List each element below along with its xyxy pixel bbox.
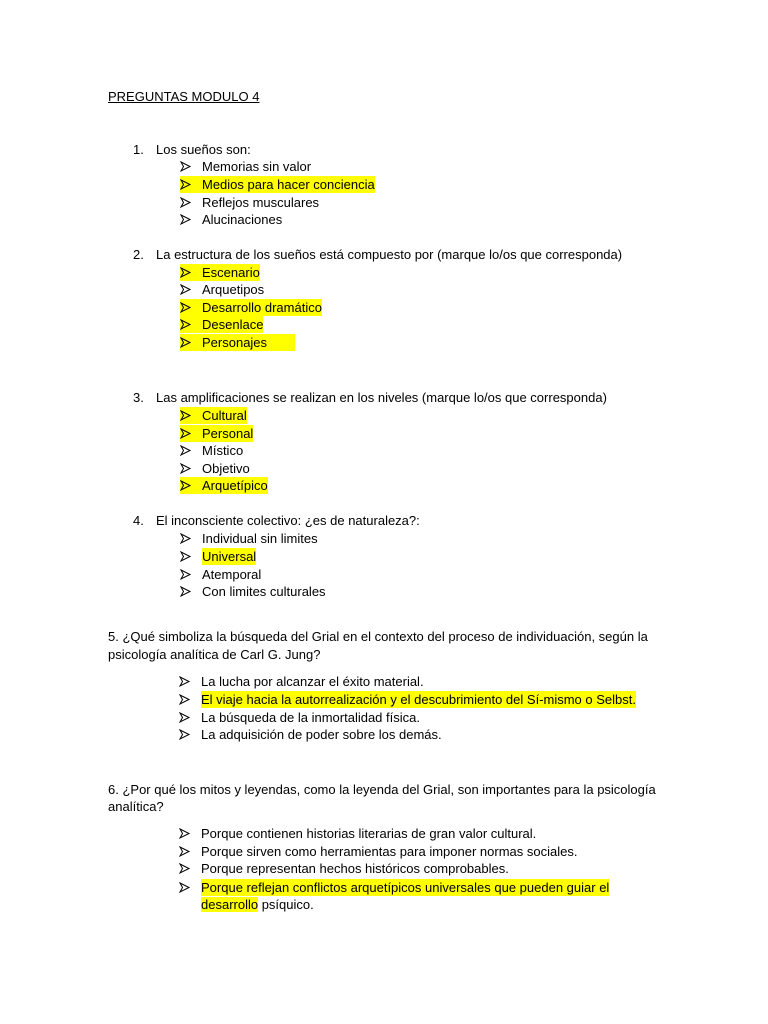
- option-continuation-highlighted: desarrollo: [201, 897, 259, 912]
- question-6-line-2: analítica?: [108, 799, 164, 814]
- arrowhead-bullet-icon: [180, 425, 192, 442]
- option-text: Porque representan hechos históricos comprobables.: [201, 861, 509, 876]
- arrowhead-bullet-icon: [179, 691, 191, 708]
- option-text-highlighted: Medios para hacer conciencia: [192, 176, 375, 193]
- option-text: Porque contienen historias literarias de gran valor cultural.: [201, 826, 537, 841]
- option-text-highlighted: Desarrollo dramático: [192, 299, 322, 316]
- option-text: La adquisición de poder sobre los demás.: [201, 727, 442, 742]
- document-title: PREGUNTAS MODULO 4: [108, 89, 260, 104]
- option-text: La lucha por alcanzar el éxito material.: [201, 674, 424, 689]
- question-6-line-1: 6. ¿Por qué los mitos y leyendas, como la leyenda del Grial, son importantes para la psicología: [108, 782, 656, 797]
- option-continuation-plain: psíquico.: [258, 897, 314, 912]
- question-4-text: El inconsciente colectivo: ¿es de naturaleza?:: [156, 513, 420, 528]
- arrowhead-bullet-icon: [179, 879, 191, 896]
- arrowhead-bullet-icon: [180, 194, 192, 211]
- option-text-highlighted: Personal: [192, 425, 253, 442]
- option-text: Memorias sin valor: [202, 159, 312, 174]
- option-text: Arquetipos: [202, 282, 265, 297]
- option-text: Porque sirven como herramientas para imponer normas sociales.: [201, 844, 578, 859]
- arrowhead-bullet-icon: [180, 583, 192, 600]
- arrowhead-bullet-icon: [179, 825, 191, 842]
- question-1-text: Los sueños son:: [156, 142, 251, 157]
- arrowhead-bullet-icon: [179, 860, 191, 877]
- arrowhead-bullet-icon: [180, 264, 192, 281]
- option-text-highlighted: Universal: [202, 549, 257, 564]
- option-text-highlighted: El viaje hacia la autorrealización y el descubrimiento del Sí-mismo o Selbst.: [201, 692, 636, 707]
- arrowhead-bullet-icon: [180, 211, 192, 228]
- arrowhead-bullet-icon: [179, 843, 191, 860]
- option-text: Con limites culturales: [202, 584, 326, 599]
- question-2-number: 2.: [133, 247, 144, 262]
- option-text-highlighted: Cultural: [192, 407, 247, 424]
- arrowhead-bullet-icon: [180, 407, 192, 424]
- arrowhead-bullet-icon: [180, 530, 192, 547]
- option-text-highlighted: Porque reflejan conflictos arquetípicos universales que pueden guiar el: [201, 880, 610, 895]
- arrowhead-bullet-icon: [180, 477, 192, 494]
- option-text-continuation: [201, 896, 314, 913]
- arrowhead-bullet-icon: [180, 158, 192, 175]
- option-text: Atemporal: [202, 567, 262, 582]
- arrowhead-bullet-icon: [179, 673, 191, 690]
- option-text-highlighted: Escenario: [192, 264, 260, 281]
- option-text-highlighted: Personajes: [192, 334, 295, 351]
- arrowhead-bullet-icon: [179, 726, 191, 743]
- arrowhead-bullet-icon: [180, 281, 192, 298]
- option-text: Individual sin limites: [202, 531, 318, 546]
- arrowhead-bullet-icon: [180, 460, 192, 477]
- question-3-text: Las amplificaciones se realizan en los niveles (marque lo/os que corresponda): [156, 390, 607, 405]
- question-4-number: 4.: [133, 513, 144, 528]
- question-3-number: 3.: [133, 390, 144, 405]
- option-text-highlighted: Desenlace: [192, 316, 263, 333]
- option-text: La búsqueda de la inmortalidad física.: [201, 710, 420, 725]
- question-5-line-2: psicología analítica de Carl G. Jung?: [108, 647, 321, 662]
- option-text: Reflejos musculares: [202, 195, 320, 210]
- arrowhead-bullet-icon: [180, 548, 192, 565]
- question-2-text: La estructura de los sueños está compuesto por (marque lo/os que corresponda): [156, 247, 623, 262]
- arrowhead-bullet-icon: [180, 176, 192, 193]
- option-text-highlighted: Arquetípico: [192, 477, 268, 494]
- option-text: Objetivo: [202, 461, 250, 476]
- arrowhead-bullet-icon: [180, 566, 192, 583]
- question-5-line-1: 5. ¿Qué simboliza la búsqueda del Grial en el contexto del proceso de individuación, según la: [108, 629, 648, 644]
- question-1-number: 1.: [133, 142, 144, 157]
- arrowhead-bullet-icon: [179, 709, 191, 726]
- arrowhead-bullet-icon: [180, 299, 192, 316]
- option-text: Alucinaciones: [202, 212, 283, 227]
- arrowhead-bullet-icon: [180, 316, 192, 333]
- option-text: Místico: [202, 443, 244, 458]
- arrowhead-bullet-icon: [180, 442, 192, 459]
- arrowhead-bullet-icon: [180, 334, 192, 351]
